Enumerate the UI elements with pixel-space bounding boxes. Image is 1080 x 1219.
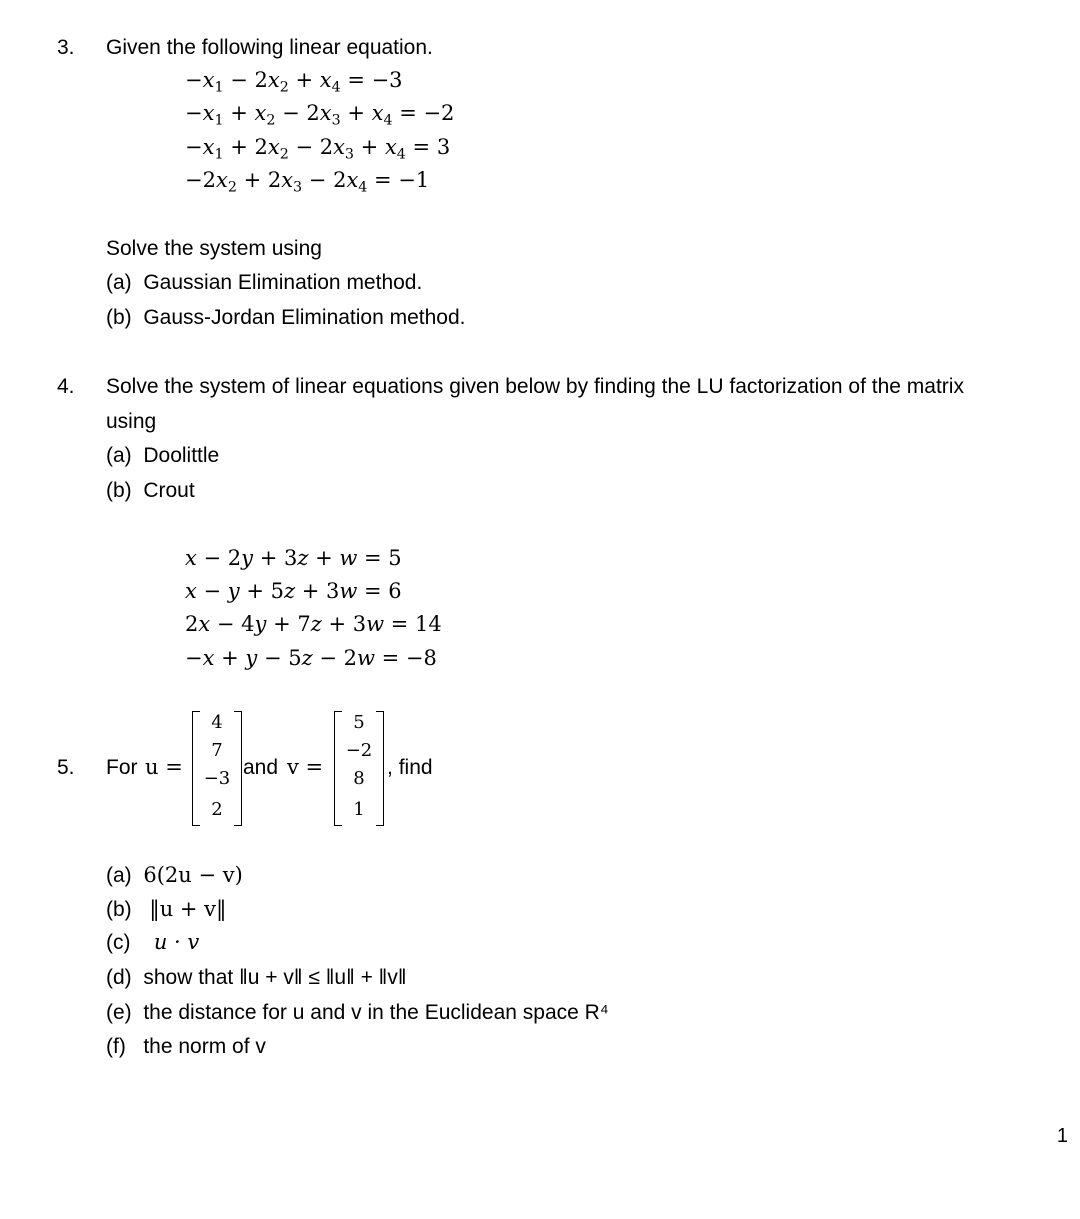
q3-equation-4: $-2x_2 + 2x_3 - 2x_4 = -1$ bbox=[185, 168, 430, 196]
part-text: the distance for u and v in the Euclidean space R⁴ bbox=[143, 1001, 609, 1024]
q3-prompt: Solve the system using bbox=[106, 237, 322, 260]
part-label: (a) bbox=[106, 271, 132, 294]
part-label: (b) bbox=[106, 306, 132, 329]
q3-part-b bbox=[106, 307, 466, 328]
q4-part-b bbox=[106, 480, 195, 501]
q3-number: 3. bbox=[57, 36, 75, 59]
u-entry-3: −3 bbox=[203, 768, 231, 789]
part-text: 6(2u − v) bbox=[143, 863, 243, 887]
q3-part-a bbox=[106, 272, 422, 293]
q3-equation-3: $-x_1 + 2x_2 - 2x_3 + x_4 = 3$ bbox=[185, 135, 451, 163]
find-word: find bbox=[398, 756, 433, 779]
q4-intro-line1: Solve the system of linear equations given below by finding the LU factorization of the matrix bbox=[106, 375, 964, 398]
q5-part-e bbox=[106, 1002, 609, 1023]
page-number: 1 bbox=[1056, 1125, 1068, 1147]
part-label: (f) bbox=[106, 1035, 126, 1058]
v-vector-matrix bbox=[334, 711, 384, 826]
q5-part-f bbox=[106, 1036, 266, 1057]
u-entry-1: 4 bbox=[211, 712, 223, 733]
q3-equation-1: $-x_1 - 2x_2 + x_4 = -3$ bbox=[185, 68, 403, 96]
q5-for-label: For bbox=[106, 756, 138, 779]
q3-intro: Given the following linear equation. bbox=[106, 36, 433, 59]
q4-part-a bbox=[106, 445, 219, 466]
q4-number: 4. bbox=[57, 375, 75, 398]
q4-equation-2: x − y + 5z + 3w = 6 bbox=[185, 579, 402, 603]
q5-part-d bbox=[106, 967, 407, 988]
q5-and-label: and bbox=[243, 756, 279, 779]
part-text: u · v bbox=[153, 930, 200, 954]
v-entry-2: −2 bbox=[345, 740, 373, 761]
q5-v-symbol: v = bbox=[287, 755, 324, 779]
part-label: (a) bbox=[106, 864, 132, 887]
part-label: (b) bbox=[106, 479, 132, 502]
q4-equation-1: x − 2y + 3z + w = 5 bbox=[185, 546, 402, 570]
v-entry-4: 1 bbox=[353, 799, 365, 820]
part-text: Gauss-Jordan Elimination method. bbox=[143, 306, 466, 329]
q4-equation-3: 2x − 4y + 7z + 3w = 14 bbox=[185, 612, 442, 636]
v-entry-3: 8 bbox=[353, 768, 365, 789]
comma: , bbox=[387, 756, 393, 779]
q5-part-a bbox=[106, 865, 243, 886]
u-entry-4: 2 bbox=[211, 799, 223, 820]
part-label: (b) bbox=[106, 898, 132, 921]
q4-intro-line2: using bbox=[106, 410, 157, 433]
part-label: (a) bbox=[106, 444, 132, 467]
q5-find-label bbox=[387, 757, 433, 778]
part-text: Crout bbox=[143, 479, 195, 502]
part-text: ‖u + v‖ bbox=[149, 897, 227, 921]
q5-part-b bbox=[106, 899, 227, 920]
part-label: (d) bbox=[106, 966, 132, 989]
q3-equation-2: $-x_1 + x_2 - 2x_3 + x_4 = -2$ bbox=[185, 101, 455, 129]
part-label: (c) bbox=[106, 931, 131, 954]
v-entry-1: 5 bbox=[353, 712, 365, 733]
part-label: (e) bbox=[106, 1001, 132, 1024]
u-vector-matrix bbox=[192, 711, 242, 826]
part-text: Gaussian Elimination method. bbox=[143, 271, 423, 294]
q5-part-c bbox=[106, 932, 199, 953]
part-text: the norm of v bbox=[143, 1035, 266, 1058]
part-text: show that ‖u + v‖ ≤ ‖u‖ + ‖v‖ bbox=[143, 966, 407, 989]
q5-u-symbol: u = bbox=[145, 755, 183, 779]
q5-number: 5. bbox=[57, 756, 75, 779]
u-entry-2: 7 bbox=[211, 740, 223, 761]
q4-equation-4: −x + y − 5z − 2w = −8 bbox=[185, 646, 437, 670]
part-text: Doolittle bbox=[143, 444, 220, 467]
